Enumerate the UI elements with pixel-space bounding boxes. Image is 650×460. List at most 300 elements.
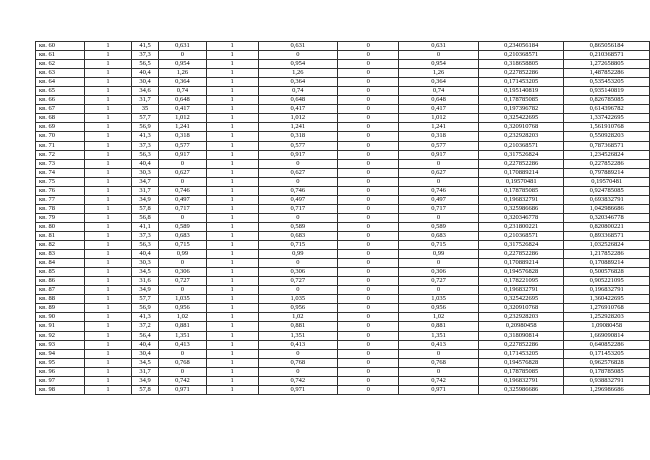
adjusted-value-cell: 0,417 [258, 105, 338, 114]
value-cell: 0 [159, 51, 207, 60]
share-cell: 0,320910768 [478, 123, 564, 132]
adjusted-value-cell: 0,727 [258, 277, 338, 286]
table-row [36, 150, 650, 159]
count-cell: 1 [85, 313, 132, 322]
apartment-cell: кв. 73 [36, 159, 85, 168]
adjusted-value-cell: 0 [258, 177, 338, 186]
share-cell: 0,231800221 [478, 222, 564, 231]
sum-cell: 1,234526824 [564, 150, 650, 159]
value-cell: 1,351 [159, 331, 207, 340]
total-value-cell: 1,035 [399, 295, 479, 304]
total-value-cell: 0,648 [399, 96, 479, 105]
value-cell: 0,881 [159, 322, 207, 331]
adjusted-value-cell: 0 [258, 159, 338, 168]
factor-cell: 1 [206, 268, 258, 277]
total-value-cell: 0,742 [399, 376, 479, 385]
factor-cell: 1 [206, 286, 258, 295]
apartment-cell: кв. 91 [36, 322, 85, 331]
value-cell: 0,627 [159, 168, 207, 177]
zero-cell: 0 [338, 313, 399, 322]
apartment-cell: кв. 89 [36, 304, 85, 313]
count-cell: 1 [85, 259, 132, 268]
area-cell: 34,9 [132, 195, 159, 204]
apartment-cell: кв. 71 [36, 141, 85, 150]
area-cell: 37,3 [132, 141, 159, 150]
count-cell: 1 [85, 132, 132, 141]
value-cell: 0,727 [159, 277, 207, 286]
area-cell: 57,7 [132, 114, 159, 123]
factor-cell: 1 [206, 168, 258, 177]
value-cell: 1,02 [159, 313, 207, 322]
count-cell: 1 [85, 250, 132, 259]
count-cell: 1 [85, 87, 132, 96]
adjusted-value-cell: 0,589 [258, 222, 338, 231]
sum-cell: 1,561910768 [564, 123, 650, 132]
factor-cell: 1 [206, 322, 258, 331]
total-value-cell: 0,413 [399, 340, 479, 349]
count-cell: 1 [85, 51, 132, 60]
apartment-cell: кв. 74 [36, 168, 85, 177]
value-cell: 0,99 [159, 250, 207, 259]
value-cell: 0,417 [159, 105, 207, 114]
total-value-cell: 0,768 [399, 358, 479, 367]
area-cell: 56,3 [132, 150, 159, 159]
adjusted-value-cell: 1,012 [258, 114, 338, 123]
zero-cell: 0 [338, 322, 399, 331]
apartment-cell: кв. 95 [36, 358, 85, 367]
sum-cell: 0,797889214 [564, 168, 650, 177]
share-cell: 0,178785085 [478, 186, 564, 195]
apartment-cell: кв. 85 [36, 268, 85, 277]
factor-cell: 1 [206, 213, 258, 222]
table-row [36, 60, 650, 69]
apartment-cell: кв. 61 [36, 51, 85, 60]
zero-cell: 0 [338, 159, 399, 168]
area-cell: 30,4 [132, 78, 159, 87]
factor-cell: 1 [206, 259, 258, 268]
factor-cell: 1 [206, 367, 258, 376]
adjusted-value-cell: 0,99 [258, 250, 338, 259]
table-row [36, 96, 650, 105]
area-cell: 41,5 [132, 42, 159, 51]
table-row [36, 241, 650, 250]
count-cell: 1 [85, 168, 132, 177]
table-row [36, 168, 650, 177]
count-cell: 1 [85, 159, 132, 168]
table-row [36, 78, 650, 87]
area-cell: 56,9 [132, 123, 159, 132]
table-row [36, 222, 650, 231]
sum-cell: 1,032526824 [564, 241, 650, 250]
area-cell: 35 [132, 105, 159, 114]
table-row [36, 87, 650, 96]
table-row [36, 105, 650, 114]
table-row [36, 259, 650, 268]
share-cell: 0,210368571 [478, 141, 564, 150]
table-row [36, 385, 650, 394]
total-value-cell: 0,74 [399, 87, 479, 96]
table-row [36, 177, 650, 186]
area-cell: 31,7 [132, 96, 159, 105]
zero-cell: 0 [338, 204, 399, 213]
zero-cell: 0 [338, 213, 399, 222]
apartment-cell: кв. 94 [36, 349, 85, 358]
count-cell: 1 [85, 96, 132, 105]
total-value-cell: 0,717 [399, 204, 479, 213]
total-value-cell: 1,351 [399, 331, 479, 340]
adjusted-value-cell: 1,241 [258, 123, 338, 132]
zero-cell: 0 [338, 168, 399, 177]
count-cell: 1 [85, 268, 132, 277]
apartment-cell: кв. 86 [36, 277, 85, 286]
adjusted-value-cell: 0,715 [258, 241, 338, 250]
adjusted-value-cell: 0 [258, 286, 338, 295]
table-row [36, 304, 650, 313]
adjusted-value-cell: 0,683 [258, 231, 338, 240]
zero-cell: 0 [338, 195, 399, 204]
count-cell: 1 [85, 358, 132, 367]
total-value-cell: 0,364 [399, 78, 479, 87]
share-cell: 0,196832791 [478, 286, 564, 295]
zero-cell: 0 [338, 250, 399, 259]
area-cell: 31,6 [132, 277, 159, 286]
value-cell: 0,631 [159, 42, 207, 51]
apartment-cell: кв. 80 [36, 222, 85, 231]
share-cell: 0,178221095 [478, 277, 564, 286]
area-cell: 34,6 [132, 87, 159, 96]
adjusted-value-cell: 0,881 [258, 322, 338, 331]
zero-cell: 0 [338, 259, 399, 268]
apartment-cell: кв. 93 [36, 340, 85, 349]
factor-cell: 1 [206, 195, 258, 204]
factor-cell: 1 [206, 132, 258, 141]
sum-cell: 0,535453205 [564, 78, 650, 87]
area-cell: 34,5 [132, 268, 159, 277]
value-cell: 0,589 [159, 222, 207, 231]
share-cell: 0,234056184 [478, 42, 564, 51]
factor-cell: 1 [206, 204, 258, 213]
apartment-cell: кв. 97 [36, 376, 85, 385]
value-cell: 0,742 [159, 376, 207, 385]
apartment-cell: кв. 83 [36, 250, 85, 259]
area-cell: 31,7 [132, 186, 159, 195]
table-row [36, 295, 650, 304]
count-cell: 1 [85, 114, 132, 123]
total-value-cell: 0 [399, 159, 479, 168]
value-cell: 1,012 [159, 114, 207, 123]
apartment-cell: кв. 68 [36, 114, 85, 123]
sum-cell: 1,217852286 [564, 250, 650, 259]
area-cell: 57,8 [132, 385, 159, 394]
sum-cell: 1,360422695 [564, 295, 650, 304]
adjusted-value-cell: 0,74 [258, 87, 338, 96]
total-value-cell: 0,589 [399, 222, 479, 231]
share-cell: 0,325986686 [478, 204, 564, 213]
apartment-cell: кв. 88 [36, 295, 85, 304]
sum-cell: 0,962576828 [564, 358, 650, 367]
apartment-cell: кв. 70 [36, 132, 85, 141]
total-value-cell: 0 [399, 177, 479, 186]
table-row [36, 159, 650, 168]
count-cell: 1 [85, 141, 132, 150]
zero-cell: 0 [338, 150, 399, 159]
area-cell: 40,4 [132, 159, 159, 168]
apartment-cell: кв. 69 [36, 123, 85, 132]
table-row [36, 51, 650, 60]
total-value-cell: 1,26 [399, 69, 479, 78]
zero-cell: 0 [338, 331, 399, 340]
share-cell: 0,232928203 [478, 132, 564, 141]
sum-cell: 0,320346778 [564, 213, 650, 222]
count-cell: 1 [85, 241, 132, 250]
value-cell: 0,768 [159, 358, 207, 367]
factor-cell: 1 [206, 231, 258, 240]
sum-cell: 0,938832791 [564, 376, 650, 385]
sum-cell: 0,171453205 [564, 349, 650, 358]
adjusted-value-cell: 0,497 [258, 195, 338, 204]
table-row [36, 213, 650, 222]
factor-cell: 1 [206, 51, 258, 60]
factor-cell: 1 [206, 150, 258, 159]
value-cell: 0 [159, 259, 207, 268]
adjusted-value-cell: 1,035 [258, 295, 338, 304]
share-cell: 0,178785085 [478, 367, 564, 376]
adjusted-value-cell: 0,364 [258, 78, 338, 87]
value-cell: 0,971 [159, 385, 207, 394]
table-row [36, 250, 650, 259]
adjusted-value-cell: 0,742 [258, 376, 338, 385]
adjusted-value-cell: 1,26 [258, 69, 338, 78]
share-cell: 0,227852286 [478, 250, 564, 259]
sum-cell: 0,820800221 [564, 222, 650, 231]
adjusted-value-cell: 0,954 [258, 60, 338, 69]
value-cell: 0,648 [159, 96, 207, 105]
value-cell: 0,577 [159, 141, 207, 150]
zero-cell: 0 [338, 304, 399, 313]
apartment-cell: кв. 81 [36, 231, 85, 240]
count-cell: 1 [85, 286, 132, 295]
adjusted-value-cell: 0,956 [258, 304, 338, 313]
zero-cell: 0 [338, 132, 399, 141]
factor-cell: 1 [206, 141, 258, 150]
share-cell: 0,227852286 [478, 340, 564, 349]
factor-cell: 1 [206, 340, 258, 349]
table-row [36, 358, 650, 367]
zero-cell: 0 [338, 376, 399, 385]
apartment-cell: кв. 96 [36, 367, 85, 376]
total-value-cell: 0,497 [399, 195, 479, 204]
count-cell: 1 [85, 105, 132, 114]
share-cell: 0,227852286 [478, 69, 564, 78]
share-cell: 0,195140819 [478, 87, 564, 96]
zero-cell: 0 [338, 60, 399, 69]
adjusted-value-cell: 0,627 [258, 168, 338, 177]
factor-cell: 1 [206, 105, 258, 114]
sum-cell: 1,669090814 [564, 331, 650, 340]
count-cell: 1 [85, 385, 132, 394]
total-value-cell: 0 [399, 213, 479, 222]
share-cell: 0,171453205 [478, 78, 564, 87]
count-cell: 1 [85, 177, 132, 186]
apartment-cell: кв. 77 [36, 195, 85, 204]
adjusted-value-cell: 0,768 [258, 358, 338, 367]
apartment-cell: кв. 63 [36, 69, 85, 78]
share-cell: 0,325422695 [478, 295, 564, 304]
count-cell: 1 [85, 295, 132, 304]
adjusted-value-cell: 0 [258, 51, 338, 60]
area-cell: 56,4 [132, 331, 159, 340]
zero-cell: 0 [338, 268, 399, 277]
share-cell: 0,320910768 [478, 304, 564, 313]
factor-cell: 1 [206, 304, 258, 313]
sum-cell: 0,640852286 [564, 340, 650, 349]
apartment-cell: кв. 78 [36, 204, 85, 213]
count-cell: 1 [85, 150, 132, 159]
adjusted-value-cell: 0,413 [258, 340, 338, 349]
zero-cell: 0 [338, 231, 399, 240]
sum-cell: 0,826785085 [564, 96, 650, 105]
count-cell: 1 [85, 331, 132, 340]
total-value-cell: 0 [399, 259, 479, 268]
total-value-cell: 0,917 [399, 150, 479, 159]
total-value-cell: 0,956 [399, 304, 479, 313]
count-cell: 1 [85, 367, 132, 376]
count-cell: 1 [85, 222, 132, 231]
share-cell: 0,194576828 [478, 358, 564, 367]
total-value-cell: 0 [399, 51, 479, 60]
area-cell: 34,9 [132, 286, 159, 295]
adjusted-value-cell: 0,717 [258, 204, 338, 213]
sum-cell: 0,196832791 [564, 286, 650, 295]
area-cell: 34,9 [132, 376, 159, 385]
count-cell: 1 [85, 213, 132, 222]
value-cell: 0 [159, 159, 207, 168]
table-row [36, 195, 650, 204]
sum-cell: 1,296986686 [564, 385, 650, 394]
value-cell: 0,954 [159, 60, 207, 69]
total-value-cell: 1,02 [399, 313, 479, 322]
factor-cell: 1 [206, 222, 258, 231]
count-cell: 1 [85, 60, 132, 69]
zero-cell: 0 [338, 123, 399, 132]
area-cell: 41,3 [132, 132, 159, 141]
table-row [36, 331, 650, 340]
zero-cell: 0 [338, 241, 399, 250]
adjusted-value-cell: 0,746 [258, 186, 338, 195]
zero-cell: 0 [338, 385, 399, 394]
apartment-cell: кв. 75 [36, 177, 85, 186]
adjusted-value-cell: 0,306 [258, 268, 338, 277]
zero-cell: 0 [338, 277, 399, 286]
area-cell: 41,3 [132, 313, 159, 322]
table-row [36, 268, 650, 277]
value-cell: 0,746 [159, 186, 207, 195]
sum-cell: 0,550928203 [564, 132, 650, 141]
factor-cell: 1 [206, 96, 258, 105]
factor-cell: 1 [206, 385, 258, 394]
value-cell: 0,306 [159, 268, 207, 277]
table-row [36, 376, 650, 385]
share-cell: 0,196832791 [478, 195, 564, 204]
total-value-cell: 0,99 [399, 250, 479, 259]
count-cell: 1 [85, 322, 132, 331]
share-cell: 0,171453205 [478, 349, 564, 358]
sum-cell: 1,337422695 [564, 114, 650, 123]
factor-cell: 1 [206, 331, 258, 340]
area-cell: 30,3 [132, 168, 159, 177]
total-value-cell: 0,881 [399, 322, 479, 331]
total-value-cell: 0,954 [399, 60, 479, 69]
adjusted-value-cell: 0 [258, 259, 338, 268]
total-value-cell: 0,318 [399, 132, 479, 141]
area-cell: 37,3 [132, 231, 159, 240]
apartment-cell: кв. 67 [36, 105, 85, 114]
share-cell: 0,170889214 [478, 259, 564, 268]
factor-cell: 1 [206, 349, 258, 358]
adjusted-value-cell: 0,318 [258, 132, 338, 141]
sum-cell: 0,693832791 [564, 195, 650, 204]
sum-cell: 0,893368571 [564, 231, 650, 240]
zero-cell: 0 [338, 69, 399, 78]
zero-cell: 0 [338, 141, 399, 150]
area-cell: 31,7 [132, 367, 159, 376]
zero-cell: 0 [338, 105, 399, 114]
total-value-cell: 0,683 [399, 231, 479, 240]
value-cell: 0 [159, 349, 207, 358]
sum-cell: 0,865056184 [564, 42, 650, 51]
value-cell: 0,683 [159, 231, 207, 240]
table-body [36, 42, 650, 395]
zero-cell: 0 [338, 349, 399, 358]
count-cell: 1 [85, 204, 132, 213]
adjusted-value-cell: 0,971 [258, 385, 338, 394]
area-cell: 57,7 [132, 295, 159, 304]
zero-cell: 0 [338, 222, 399, 231]
area-cell: 57,8 [132, 204, 159, 213]
share-cell: 0,20980458 [478, 322, 564, 331]
table-row [36, 123, 650, 132]
count-cell: 1 [85, 195, 132, 204]
area-cell: 40,4 [132, 250, 159, 259]
sum-cell: 0,500576828 [564, 268, 650, 277]
adjusted-value-cell: 0 [258, 213, 338, 222]
total-value-cell: 1,012 [399, 114, 479, 123]
total-value-cell: 0,306 [399, 268, 479, 277]
count-cell: 1 [85, 123, 132, 132]
area-cell: 40,4 [132, 69, 159, 78]
value-cell: 0,74 [159, 87, 207, 96]
table-row [36, 114, 650, 123]
sum-cell: 1,276910768 [564, 304, 650, 313]
sum-cell: 1,09080458 [564, 322, 650, 331]
value-cell: 0,956 [159, 304, 207, 313]
factor-cell: 1 [206, 277, 258, 286]
total-value-cell: 0,577 [399, 141, 479, 150]
factor-cell: 1 [206, 60, 258, 69]
value-cell: 0,917 [159, 150, 207, 159]
sum-cell: 0,905221095 [564, 277, 650, 286]
value-cell: 0,318 [159, 132, 207, 141]
value-cell: 0,497 [159, 195, 207, 204]
total-value-cell: 0,727 [399, 277, 479, 286]
apartment-cell: кв. 90 [36, 313, 85, 322]
adjusted-value-cell: 1,351 [258, 331, 338, 340]
sum-cell: 0,178785085 [564, 367, 650, 376]
share-cell: 0,196832791 [478, 376, 564, 385]
area-cell: 41,1 [132, 222, 159, 231]
factor-cell: 1 [206, 69, 258, 78]
apartment-cell: кв. 62 [36, 60, 85, 69]
